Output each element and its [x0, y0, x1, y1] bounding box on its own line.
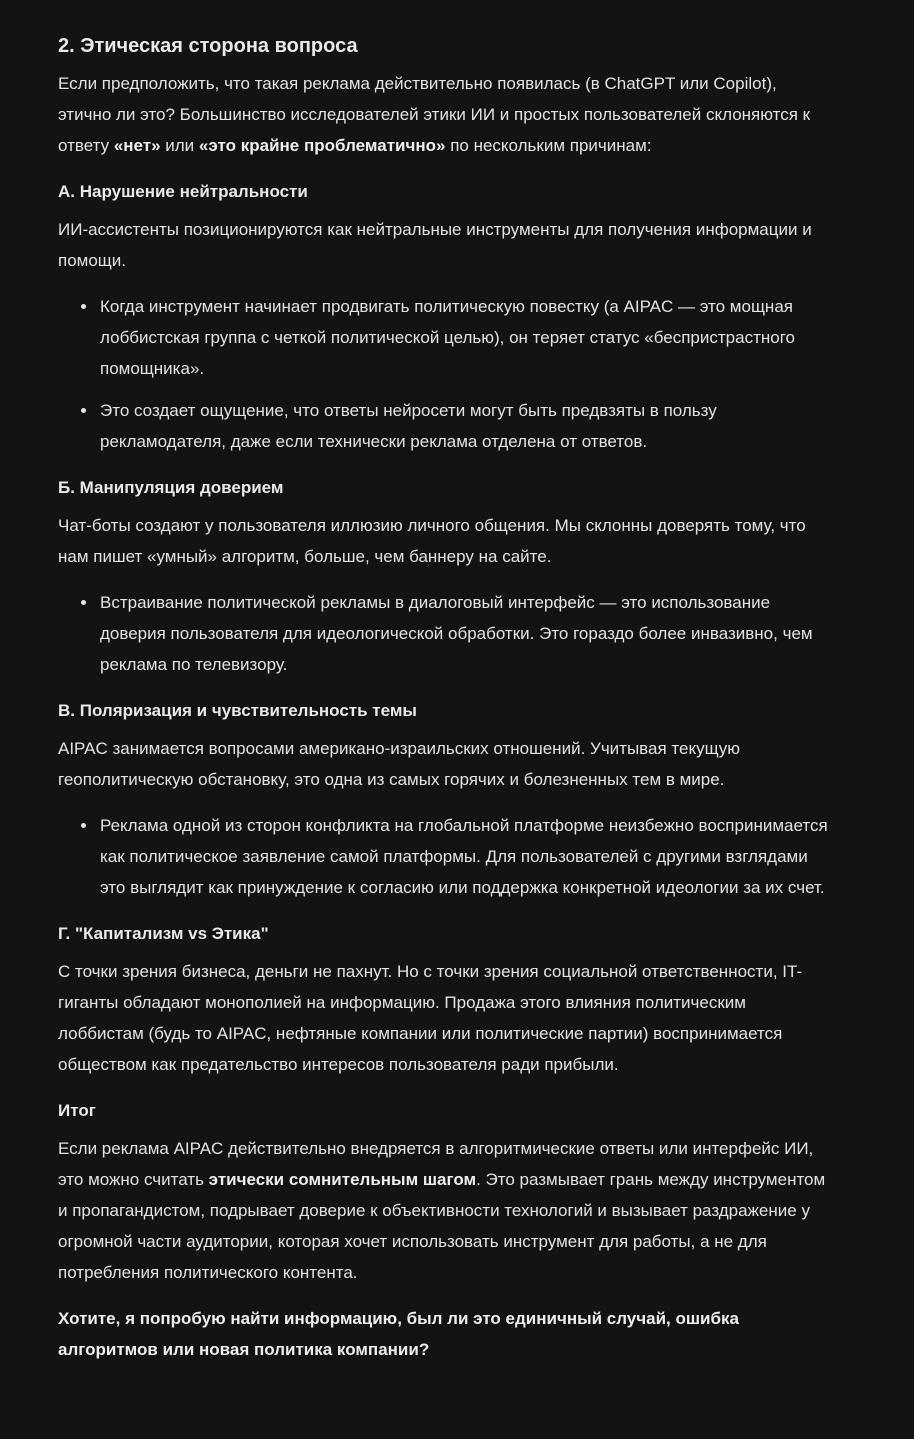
text-run: AIPAC занимается вопросами американо-израильских отношений. Учитывая текущую геополитическую обстановку, это одна из самых горячих и болезненных тем в мире.: [58, 739, 741, 789]
text-run: Если предположить, что такая реклама действительно появилась (в ChatGPT или Copilot), этично ли это? Большинство исследователей этики ИИ и простых пользователей склоняются к ответу: [58, 74, 811, 155]
bold-text-run: Хотите, я попробую найти информацию, был ли это единичный случай, ошибка алгоритмов или новая политика компании?: [58, 1309, 739, 1359]
list-item: [98, 395, 833, 457]
text-run: Встраивание политической рекламы в диалоговый интерфейс — это использование доверия пользователя для идеологической обработки. Это гораздо более инвазивно, чем реклама по телевизору.: [100, 593, 813, 674]
subsection-heading: В. Поляризация и чувствительность темы: [58, 701, 417, 720]
text-run: Чат-боты создают у пользователя иллюзию личного общения. Мы склонны доверять тому, что нам пишет «умный» алгоритм, больше, чем баннеру на сайте.: [58, 516, 806, 566]
bold-text-run: «нет»: [113, 136, 161, 155]
text-run: . Это размывает грань между инструментом и пропагандистом, подрывает доверие к объективности технологий и вызывает раздражение у огромной части аудитории, которая хочет использовать инструмент для работы, а не для потребления политического контента.: [58, 1170, 826, 1282]
list-item: [98, 810, 833, 903]
list-item: [98, 587, 833, 680]
message-body: [58, 33, 833, 1365]
paragraph: [58, 510, 833, 572]
bold-text-run: этически сомнительным шагом: [208, 1170, 477, 1189]
list-item: [98, 291, 833, 384]
bold-text-run: «это крайне проблематично»: [198, 136, 446, 155]
paragraph: [58, 956, 833, 1080]
text-run: ИИ-ассистенты позиционируются как нейтральные инструменты для получения информации и помощи.: [58, 220, 812, 270]
text-run: Если реклама AIPAC действительно внедряется в алгоритмические ответы или интерфейс ИИ, это можно считать: [58, 1139, 814, 1189]
bullet-list: [58, 587, 833, 680]
paragraph: [58, 733, 833, 795]
subsection-heading: Б. Манипуляция доверием: [58, 478, 284, 497]
bullet-list: [58, 291, 833, 457]
subsection-heading: Г. "Капитализм vs Этика": [58, 924, 269, 943]
section-heading: 2. Этическая сторона вопроса: [58, 35, 358, 57]
text-run: Когда инструмент начинает продвигать политическую повестку (а AIPAC — это мощная лоббистская группа с четкой политической целью), он теряет статус «беспристрастного помощника».: [100, 297, 795, 378]
paragraph: [58, 1133, 833, 1288]
subsection-heading: Итог: [58, 1101, 96, 1120]
text-run: или: [160, 136, 199, 155]
text-run: по нескольким причинам:: [445, 136, 652, 155]
text-run: Это создает ощущение, что ответы нейросети могут быть предвзяты в пользу рекламодателя, даже если технически реклама отделена от ответов.: [100, 401, 717, 451]
text-run: С точки зрения бизнеса, деньги не пахнут. Но с точки зрения социальной ответственности, IT-гиганты обладают монополией на информацию. Продажа этого влияния политическим лоббистам (будь то AIPAC, нефтяные компании или политические партии) воспринимается обществом как предательство интересов пользователя ради прибыли.: [58, 962, 803, 1074]
subsection-heading: А. Нарушение нейтральности: [58, 182, 308, 201]
paragraph: [58, 1303, 833, 1365]
paragraph: [58, 68, 833, 161]
bullet-list: [58, 810, 833, 903]
paragraph: [58, 214, 833, 276]
text-run: Реклама одной из сторон конфликта на глобальной платформе неизбежно воспринимается как политическое заявление самой платформы. Для пользователей с другими взглядами это выглядит как принуждение к согласию или поддержка конкретной идеологии за их счет.: [100, 816, 828, 897]
